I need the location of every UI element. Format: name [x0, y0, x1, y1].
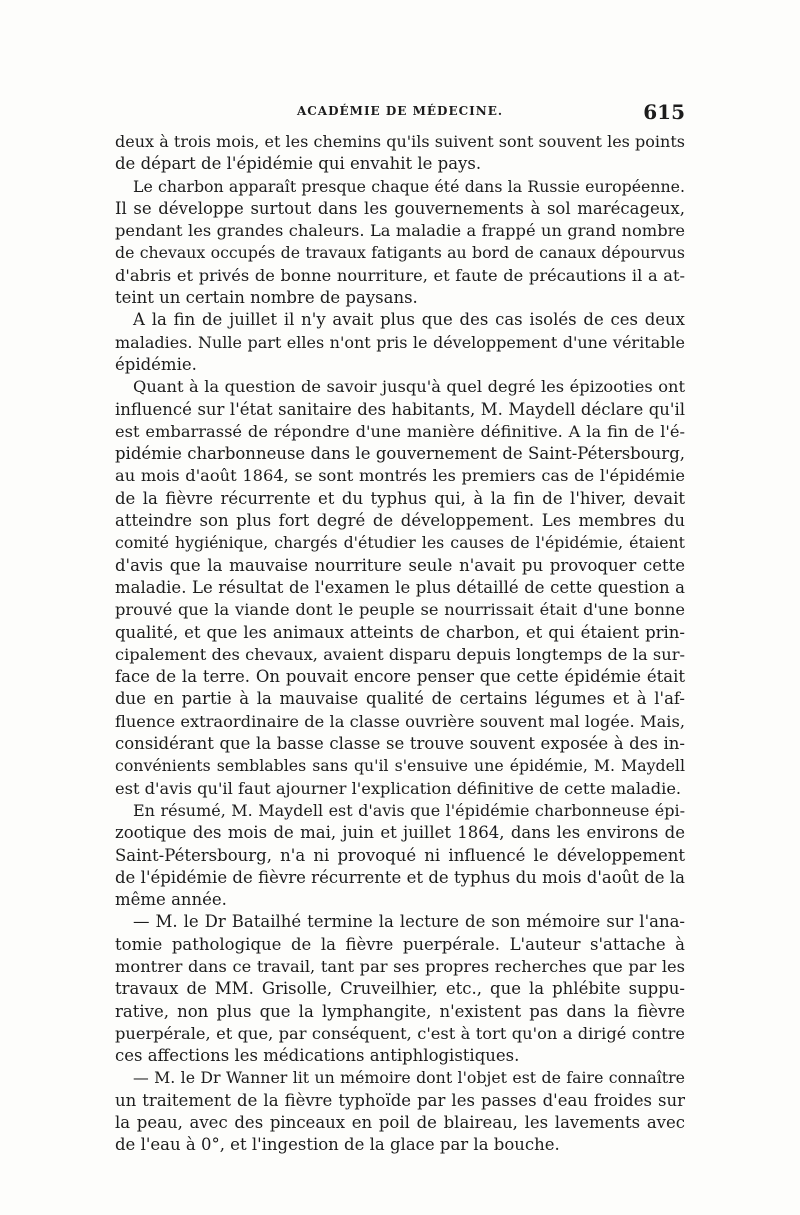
text-line: montrer dans ce travail, tant par ses propres recherches que par les: [115, 956, 685, 976]
text-line: maladie. Le résultat de l'examen le plus détaillé de cette question a: [115, 577, 685, 597]
text-line: d'abris et privés de bonne nourriture, et faute de précautions il a at-: [115, 265, 685, 285]
text-line: de l'eau à 0°, et l'ingestion de la glace par la bouche.: [115, 1135, 560, 1155]
text-line: de la fièvre récurrente et du typhus qui, à la fin de l'hiver, devait: [115, 488, 685, 508]
text-line: En résumé, M. Maydell est d'avis que l'épidémie charbonneuse épi-: [133, 800, 685, 820]
text-line: de départ de l'épidémie qui envahit le pays.: [115, 154, 482, 174]
running-head: ACADÉMIE DE MÉDECINE.: [296, 104, 504, 118]
text-line: comité hygiénique, chargés d'étudier les causes de l'épidémie, étaient: [115, 533, 685, 553]
text-line: face de la terre. On pouvait encore penser que cette épidémie était: [115, 667, 685, 687]
text-line: deux à trois mois, et les chemins qu'ils suivent sont souvent les points: [115, 132, 685, 151]
text-line: Saint-Pétersbourg, n'a ni provoqué ni influencé le développement: [115, 845, 685, 865]
text-line: de l'épidémie de fièvre récurrente et de typhus du mois d'août de la: [115, 867, 685, 887]
text-line: même année.: [115, 890, 227, 910]
text-line: pendant les grandes chaleurs. La maladie a frappé un grand nombre: [115, 221, 685, 241]
text-line: zootique des mois de mai, juin et juillet 1864, dans les environs de: [115, 823, 685, 843]
text-line: convénients semblables sans qu'il s'ensuive une épidémie, M. Maydell: [115, 756, 685, 776]
text-line: teint un certain nombre de paysans.: [115, 288, 418, 308]
text-line: au mois d'août 1864, se sont montrés les premiers cas de l'épidémie: [115, 466, 685, 486]
body-text: [115, 131, 685, 1157]
text-line: maladies. Nulle part elles n'ont pris le développement d'une véritable: [115, 332, 685, 352]
text-line: travaux de MM. Grisolle, Cruveilhier, etc., que la phlébite suppu-: [115, 979, 685, 999]
text-line: de chevaux occupés de travaux fatigants au bord de canaux dépourvus: [115, 243, 685, 263]
text-line: pidémie charbonneuse dans le gouvernement de Saint-Pétersbourg,: [115, 444, 685, 464]
text-line: épidémie.: [115, 354, 197, 374]
text-line: fluence extraordinaire de la classe ouvrière souvent mal logée. Mais,: [115, 711, 685, 731]
text-line: Il se développe surtout dans les gouvernements à sol marécageux,: [115, 198, 685, 218]
text-line: un traitement de la fièvre typhoïde par les passes d'eau froides sur: [115, 1090, 685, 1110]
page-number: 615: [643, 100, 685, 124]
text-line: puerpérale, et que, par conséquent, c'est à tort qu'on a dirigé contre: [115, 1023, 685, 1043]
text-line: Quant à la question de savoir jusqu'à quel degré les épizooties ont: [133, 377, 685, 397]
text-line: qualité, et que les animaux atteints de charbon, et qui étaient prin-: [115, 622, 685, 642]
text-line: est d'avis qu'il faut ajourner l'explication définitive de cette maladie.: [115, 778, 682, 798]
text-line: cipalement des chevaux, avaient disparu depuis longtemps de la sur-: [115, 644, 685, 664]
text-line: tomie pathologique de la fièvre puerpérale. L'auteur s'attache à: [115, 934, 685, 954]
text-line: influencé sur l'état sanitaire des habitants, M. Maydell déclare qu'il: [115, 399, 685, 419]
text-line: rative, non plus que la lymphangite, n'existent pas dans la fièvre: [115, 1001, 685, 1021]
text-line: atteindre son plus fort degré de développement. Les membres du: [115, 511, 685, 531]
text-line: considérant que la basse classe se trouve souvent exposée à des in-: [115, 734, 685, 754]
text-line: d'avis que la mauvaise nourriture seule n'avait pu provoquer cette: [115, 555, 685, 575]
text-line: la peau, avec des pinceaux en poil de blaireau, les lavements avec: [115, 1113, 685, 1133]
text-line: — M. le Dr Wanner lit un mémoire dont l'objet est de faire connaître: [133, 1068, 685, 1088]
text-line: Le charbon apparaît presque chaque été dans la Russie européenne.: [133, 176, 685, 196]
text-line: A la fin de juillet il n'y avait plus que des cas isolés de ces deux: [133, 310, 685, 330]
page-header: [115, 100, 685, 124]
text-line: due en partie à la mauvaise qualité de certains légumes et à l'af-: [115, 689, 685, 709]
text-line: est embarrassé de répondre d'une manière définitive. A la fin de l'é-: [115, 421, 685, 441]
text-line: ces affections les médications antiphlogistiques.: [115, 1046, 520, 1066]
text-line: prouvé que la viande dont le peuple se nourrissait était d'une bonne: [115, 600, 685, 620]
text-line: — M. le Dr Batailhé termine la lecture de son mémoire sur l'ana-: [133, 912, 685, 932]
